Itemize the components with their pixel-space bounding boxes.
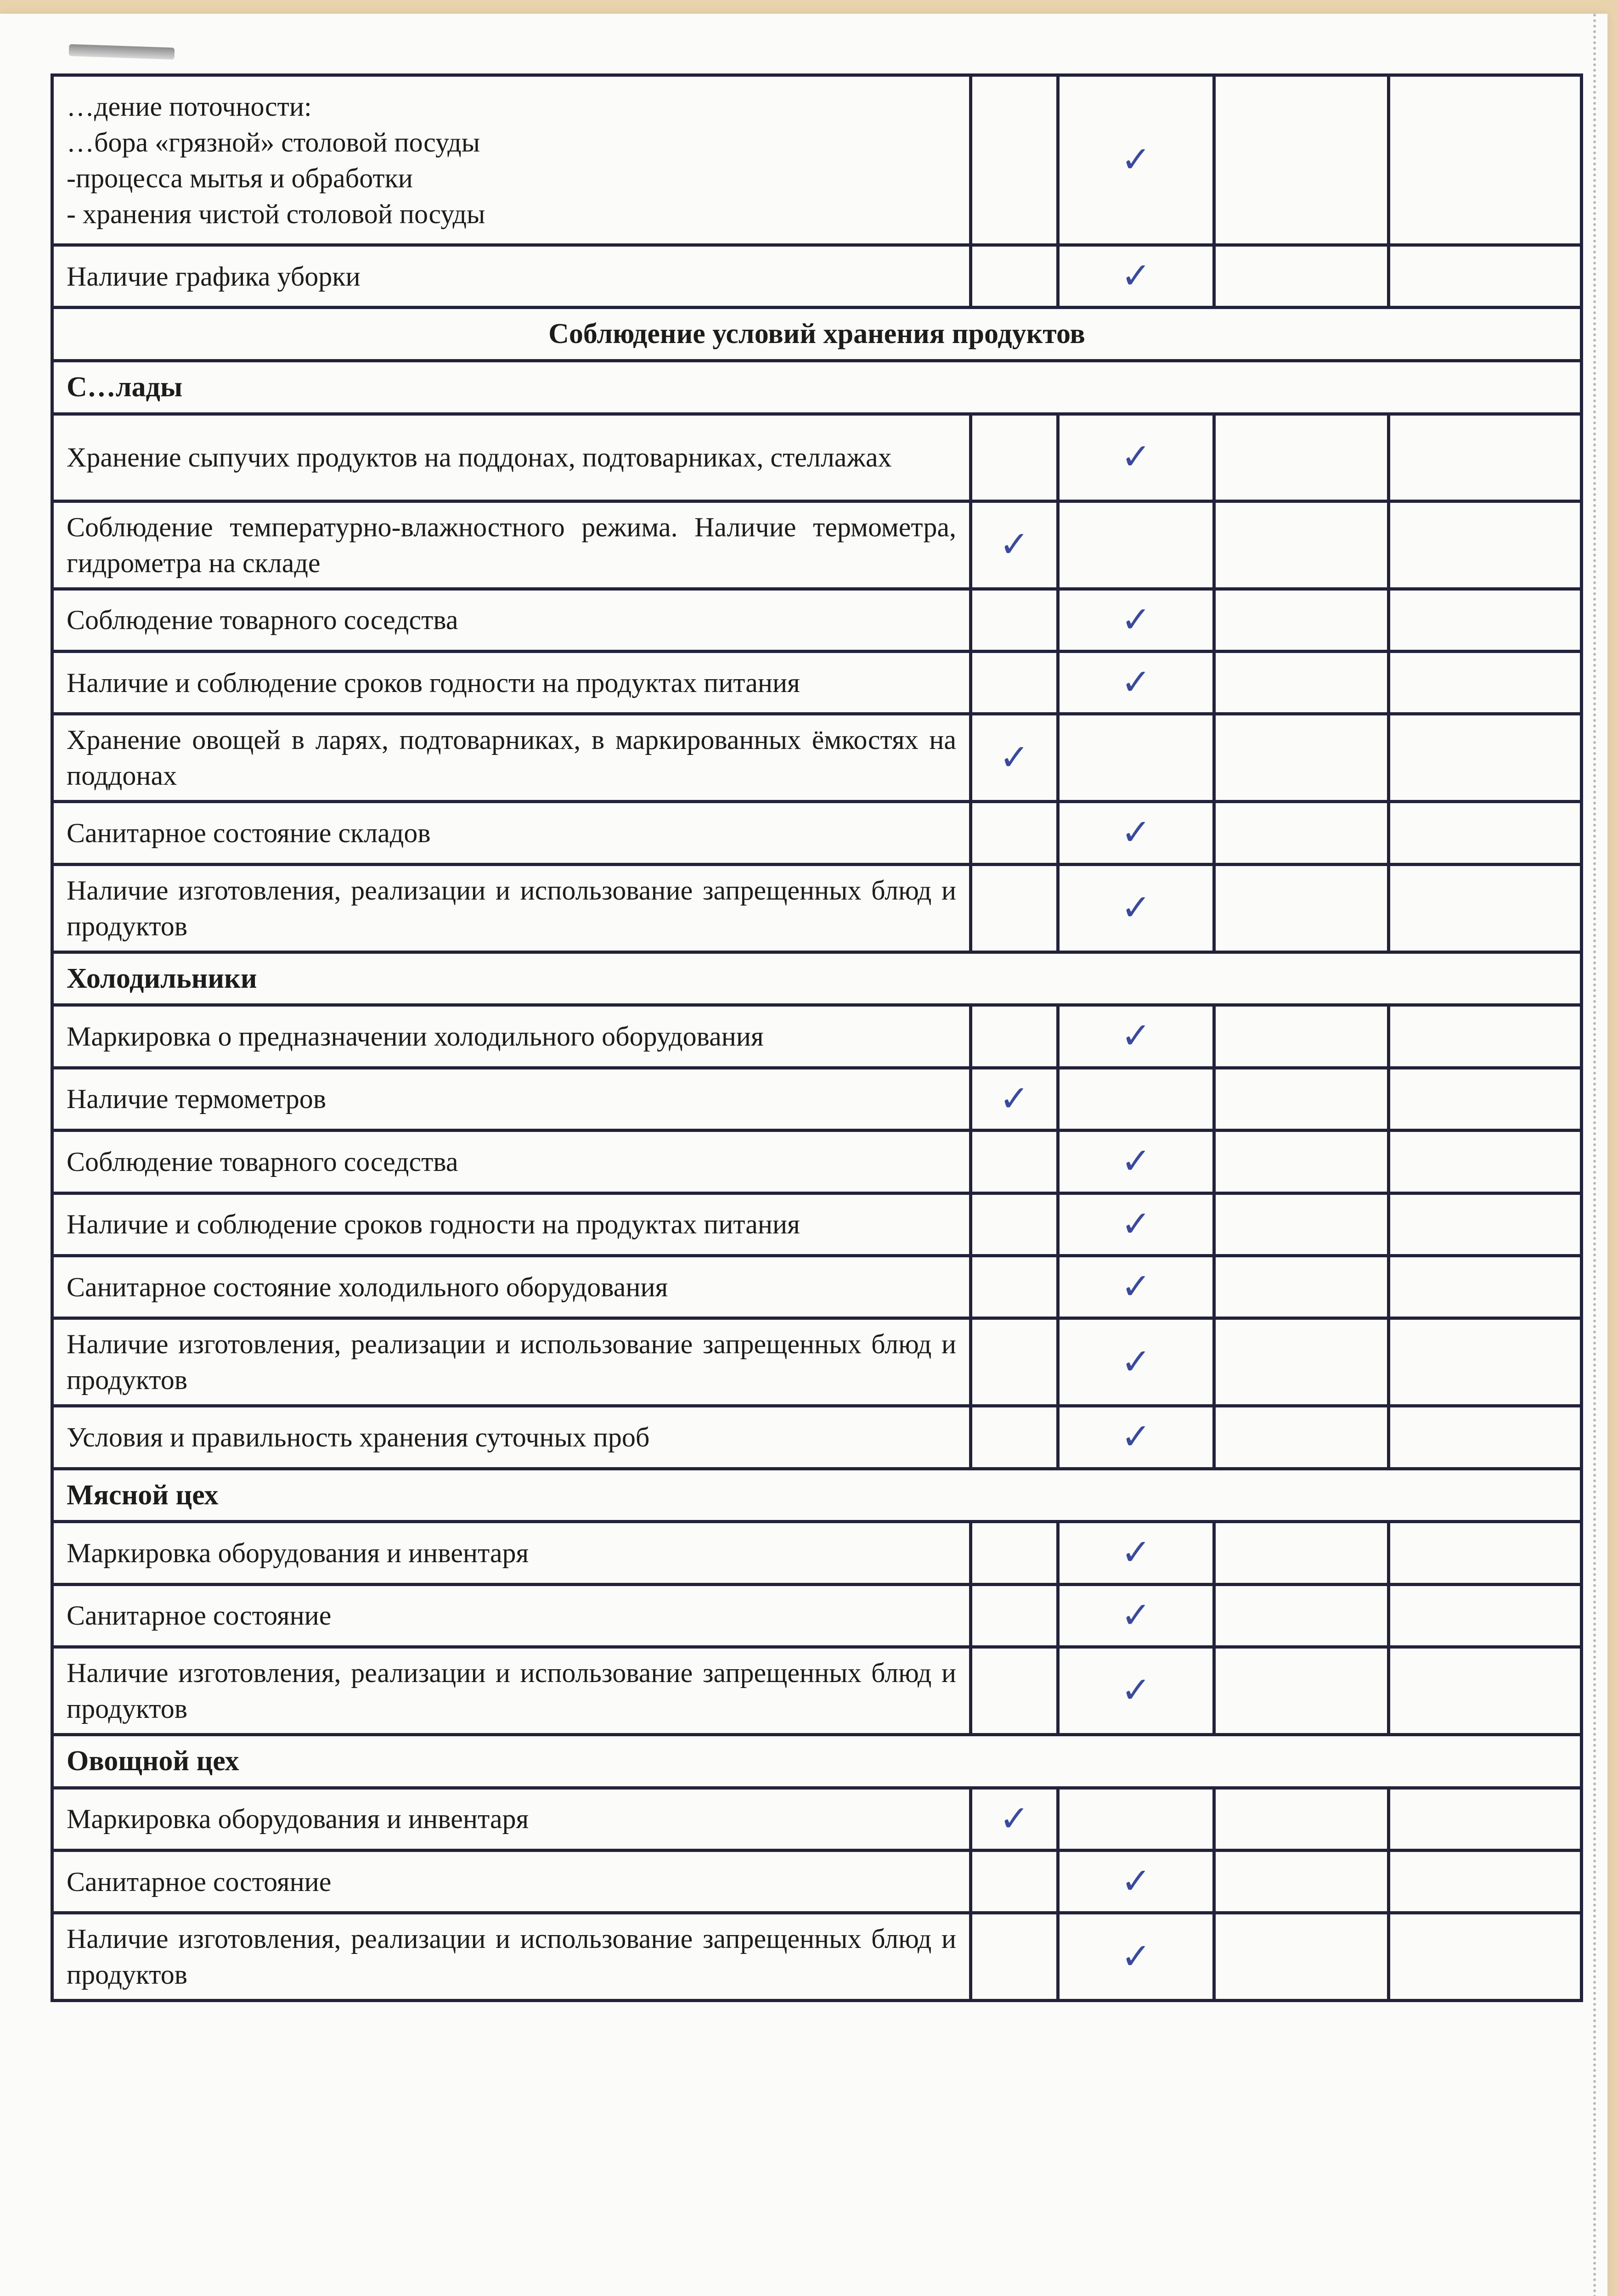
mark-cell-3[interactable] <box>1214 501 1389 589</box>
table-row <box>52 1005 1582 1068</box>
sanitary-checklist-table <box>51 73 1583 2002</box>
item-cell: Хранение сыпучих продуктов на поддонах, подтоварниках, стеллажах <box>52 414 971 501</box>
item-cell: Санитарное состояние складов <box>52 802 971 864</box>
mark-cell-3[interactable] <box>1214 864 1389 952</box>
table-row <box>52 414 1582 501</box>
mark-cell-4[interactable] <box>1389 1005 1582 1068</box>
table-row <box>52 589 1582 651</box>
table-row <box>52 1193 1582 1255</box>
mark-cell-2[interactable]: ✓ <box>1058 1851 1214 1913</box>
mark-cell-3[interactable] <box>1214 1647 1389 1735</box>
group-title: С…лады <box>52 360 1582 414</box>
mark-cell-2[interactable]: ✓ <box>1058 1913 1214 2001</box>
mark-cell-2[interactable]: ✓ <box>1058 245 1214 308</box>
item-cell: Наличие изготовления, реализации и использование запрещенных блюд и продуктов <box>52 1913 971 2001</box>
item-cell: Соблюдение товарного соседства <box>52 1131 971 1193</box>
mark-cell-4[interactable] <box>1389 1913 1582 2001</box>
mark-cell-1[interactable] <box>971 75 1058 245</box>
mark-cell-3[interactable] <box>1214 1131 1389 1193</box>
table-row <box>52 1647 1582 1735</box>
mark-cell-3[interactable] <box>1214 1522 1389 1584</box>
mark-cell-2[interactable]: ✓ <box>1058 414 1214 501</box>
mark-cell-1[interactable]: ✓ <box>971 1788 1058 1850</box>
table-row <box>52 1584 1582 1647</box>
mark-cell-4[interactable] <box>1389 1068 1582 1130</box>
mark-cell-4[interactable] <box>1389 1522 1582 1584</box>
mark-cell-4[interactable] <box>1389 651 1582 714</box>
mark-cell-1[interactable] <box>971 802 1058 864</box>
mark-cell-3[interactable] <box>1214 714 1389 802</box>
item-cell: Соблюдение товарного соседства <box>52 589 971 651</box>
mark-cell-1[interactable] <box>971 1647 1058 1735</box>
mark-cell-1[interactable] <box>971 1406 1058 1469</box>
item-cell: Наличие и соблюдение сроков годности на продуктах питания <box>52 1193 971 1255</box>
table-row <box>52 1406 1582 1469</box>
mark-cell-4[interactable] <box>1389 802 1582 864</box>
item-cell: Наличие термометров <box>52 1068 971 1130</box>
mark-cell-3[interactable] <box>1214 802 1389 864</box>
mark-cell-1[interactable] <box>971 1193 1058 1255</box>
perforated-edge <box>1593 14 1612 2296</box>
mark-cell-1[interactable] <box>971 1131 1058 1193</box>
table-row <box>52 714 1582 802</box>
mark-cell-1[interactable] <box>971 651 1058 714</box>
mark-cell-4[interactable] <box>1389 1788 1582 1850</box>
mark-cell-1[interactable] <box>971 1318 1058 1406</box>
mark-cell-3[interactable] <box>1214 414 1389 501</box>
table-row <box>52 1068 1582 1130</box>
mark-cell-2[interactable] <box>1058 501 1214 589</box>
item-cell: Наличие и соблюдение сроков годности на продуктах питания <box>52 651 971 714</box>
group-title: Мясной цех <box>52 1469 1582 1522</box>
mark-cell-2[interactable]: ✓ <box>1058 1318 1214 1406</box>
mark-cell-3[interactable] <box>1214 245 1389 308</box>
mark-cell-4[interactable] <box>1389 589 1582 651</box>
item-cell <box>52 75 971 245</box>
table-row <box>52 1851 1582 1913</box>
mark-cell-1[interactable] <box>971 1005 1058 1068</box>
group-title: Овощной цех <box>52 1735 1582 1788</box>
table-row <box>52 1522 1582 1584</box>
table-row <box>52 501 1582 589</box>
mark-cell-2[interactable]: ✓ <box>1058 864 1214 952</box>
item-cell: Маркировка оборудования и инвентаря <box>52 1788 971 1850</box>
table-row <box>52 1788 1582 1850</box>
group-row <box>52 1735 1582 1788</box>
mark-cell-1[interactable] <box>971 864 1058 952</box>
table-row <box>52 651 1582 714</box>
mark-cell-3[interactable] <box>1214 1005 1389 1068</box>
mark-cell-2[interactable]: ✓ <box>1058 589 1214 651</box>
item-cell: Наличие изготовления, реализации и использование запрещенных блюд и продуктов <box>52 1318 971 1406</box>
table-row <box>52 1913 1582 2001</box>
mark-cell-3[interactable] <box>1214 1913 1389 2001</box>
mark-cell-3[interactable] <box>1214 1584 1389 1647</box>
mark-cell-1[interactable] <box>971 414 1058 501</box>
mark-cell-4[interactable] <box>1389 245 1582 308</box>
mark-cell-2[interactable] <box>1058 1788 1214 1850</box>
item-cell: Маркировка оборудования и инвентаря <box>52 1522 971 1584</box>
mark-cell-1[interactable] <box>971 1522 1058 1584</box>
table-row <box>52 1255 1582 1318</box>
table-row <box>52 864 1582 952</box>
mark-cell-3[interactable] <box>1214 75 1389 245</box>
mark-cell-4[interactable] <box>1389 1584 1582 1647</box>
item-cell: Санитарное состояние <box>52 1584 971 1647</box>
item-cell: Соблюдение температурно-влажностного режима. Наличие термометра, гидрометра на складе <box>52 501 971 589</box>
item-cell: Санитарное состояние холодильного оборудования <box>52 1255 971 1318</box>
item-cell: Наличие графика уборки <box>52 245 971 308</box>
mark-cell-1[interactable] <box>971 1913 1058 2001</box>
mark-cell-4[interactable] <box>1389 75 1582 245</box>
mark-cell-4[interactable] <box>1389 1851 1582 1913</box>
mark-cell-2[interactable]: ✓ <box>1058 1522 1214 1584</box>
item-cell: Маркировка о предназначении холодильного оборудования <box>52 1005 971 1068</box>
mark-cell-1[interactable] <box>971 245 1058 308</box>
mark-cell-2[interactable]: ✓ <box>1058 802 1214 864</box>
mark-cell-2[interactable]: ✓ <box>1058 1406 1214 1469</box>
mark-cell-4[interactable] <box>1389 864 1582 952</box>
item-subline: -процесса мытья и обработки <box>67 163 413 193</box>
mark-cell-2[interactable]: ✓ <box>1058 1005 1214 1068</box>
mark-cell-3[interactable] <box>1214 1788 1389 1850</box>
item-cell: Наличие изготовления, реализации и использование запрещенных блюд и продуктов <box>52 1647 971 1735</box>
table-row <box>52 1131 1582 1193</box>
mark-cell-2[interactable]: ✓ <box>1058 1647 1214 1735</box>
mark-cell-1[interactable] <box>971 1851 1058 1913</box>
section-title: Соблюдение условий хранения продуктов <box>52 308 1582 361</box>
mark-cell-1[interactable]: ✓ <box>971 1068 1058 1130</box>
mark-cell-4[interactable] <box>1389 1193 1582 1255</box>
group-title: Холодильники <box>52 952 1582 1005</box>
mark-cell-2[interactable]: ✓ <box>1058 1131 1214 1193</box>
item-subline: - хранения чистой столовой посуды <box>67 198 485 229</box>
mark-cell-4[interactable] <box>1389 501 1582 589</box>
table-row <box>52 75 1582 245</box>
mark-cell-2[interactable] <box>1058 714 1214 802</box>
mark-cell-1[interactable]: ✓ <box>971 501 1058 589</box>
item-cell: Хранение овощей в ларях, подтоварниках, в маркированных ёмкостях на поддонах <box>52 714 971 802</box>
mark-cell-2[interactable]: ✓ <box>1058 1255 1214 1318</box>
section-row <box>52 308 1582 361</box>
item-cell: Санитарное состояние <box>52 1851 971 1913</box>
mark-cell-3[interactable] <box>1214 1068 1389 1130</box>
mark-cell-4[interactable] <box>1389 1318 1582 1406</box>
table-row <box>52 245 1582 308</box>
mark-cell-2[interactable]: ✓ <box>1058 1584 1214 1647</box>
mark-cell-1[interactable] <box>971 1255 1058 1318</box>
mark-cell-4[interactable] <box>1389 1131 1582 1193</box>
group-row <box>52 1469 1582 1522</box>
mark-cell-3[interactable] <box>1214 651 1389 714</box>
item-cell: Условия и правильность хранения суточных проб <box>52 1406 971 1469</box>
item-subline: …бора «грязной» столовой посуды <box>67 127 480 158</box>
item-cell: Наличие изготовления, реализации и использование запрещенных блюд и продуктов <box>52 864 971 952</box>
mark-cell-4[interactable] <box>1389 714 1582 802</box>
mark-cell-4[interactable] <box>1389 1647 1582 1735</box>
mark-cell-2[interactable]: ✓ <box>1058 651 1214 714</box>
mark-cell-3[interactable] <box>1214 1406 1389 1469</box>
mark-cell-1[interactable] <box>971 589 1058 651</box>
mark-cell-3[interactable] <box>1214 1851 1389 1913</box>
mark-cell-1[interactable]: ✓ <box>971 714 1058 802</box>
table-row <box>52 802 1582 864</box>
mark-cell-4[interactable] <box>1389 1406 1582 1469</box>
table-row <box>52 1318 1582 1406</box>
mark-cell-2[interactable]: ✓ <box>1058 1193 1214 1255</box>
mark-cell-3[interactable] <box>1214 1318 1389 1406</box>
item-heading: …дение поточности: <box>67 91 312 122</box>
group-row <box>52 952 1582 1005</box>
mark-cell-2[interactable] <box>1058 1068 1214 1130</box>
group-row <box>52 360 1582 414</box>
mark-cell-3[interactable] <box>1214 589 1389 651</box>
mark-cell-4[interactable] <box>1389 1255 1582 1318</box>
mark-cell-3[interactable] <box>1214 1193 1389 1255</box>
mark-cell-1[interactable] <box>971 1584 1058 1647</box>
mark-cell-2[interactable]: ✓ <box>1058 75 1214 245</box>
mark-cell-3[interactable] <box>1214 1255 1389 1318</box>
mark-cell-4[interactable] <box>1389 414 1582 501</box>
